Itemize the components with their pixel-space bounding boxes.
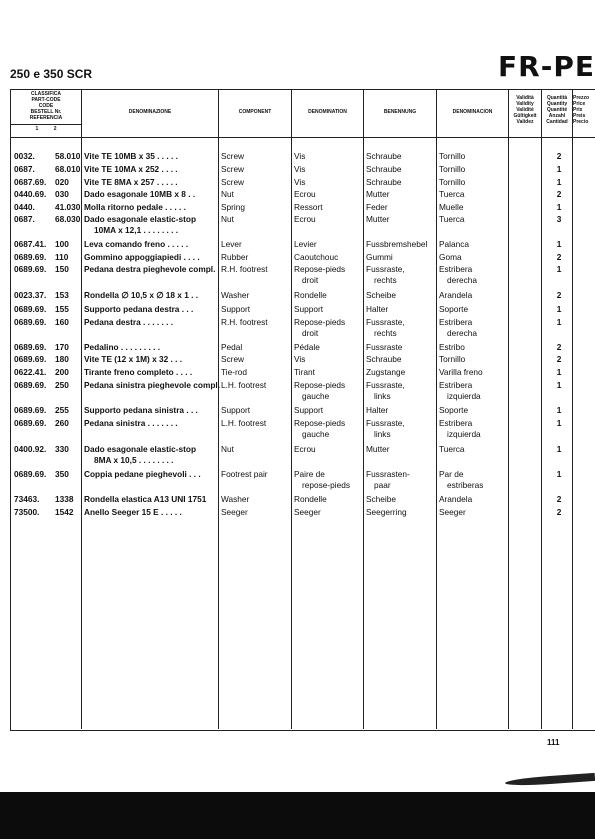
cell-es-line2: derecha (447, 275, 477, 285)
cell-es: Estribo (439, 342, 465, 352)
cell-it: Pedalino . . . . . . . . . (84, 342, 161, 352)
cell-de: Fussrasten- (366, 469, 410, 479)
cell-en: Screw (221, 177, 245, 187)
cell-fr: Repose-pieds (294, 418, 346, 428)
cell-pn: 0687. (14, 164, 35, 174)
cell-de: Mutter (366, 214, 390, 224)
cell-quantity: 2 (556, 290, 562, 300)
cell-en: Nut (221, 189, 234, 199)
cell-quantity: 1 (556, 177, 562, 187)
cell-es-line2: derecha (447, 328, 477, 338)
cell-fr: Rondelle (294, 290, 327, 300)
cell-de: Feder (366, 202, 388, 212)
cell-it: Dado esagonale elastic-stop (84, 214, 197, 224)
cell-pn: 0687.69. (14, 177, 47, 187)
cell-de: Schraube (366, 151, 402, 161)
cell-fr: Pédale (294, 342, 320, 352)
cell-quantity: 1 (556, 164, 562, 174)
cell-pn2: 250 (55, 380, 69, 390)
cell-en: Screw (221, 164, 245, 174)
cell-es: Estribera (439, 264, 473, 274)
cell-en: Pedal (221, 342, 243, 352)
cell-quantity: 2 (556, 494, 562, 504)
cell-pn: 0689.69. (14, 418, 47, 428)
cell-de-line2: links (374, 391, 391, 401)
cell-pn: 0689.69. (14, 252, 47, 262)
cell-it: Anello Seeger 15 E . . . . . (84, 507, 182, 517)
cell-de-line2: rechts (374, 275, 397, 285)
cell-fr: Ecrou (294, 444, 316, 454)
column-divider (363, 89, 364, 729)
cell-pn: 0400.92. (14, 444, 47, 454)
cell-pn2: 155 (55, 304, 69, 314)
cell-en: Screw (221, 151, 245, 161)
cell-en: Nut (221, 214, 234, 224)
header-benennung: BENENNUNG (383, 109, 417, 115)
cell-pn2: 1338 (55, 494, 74, 504)
cell-pn2: 41.030 (55, 202, 81, 212)
cell-de: Halter (366, 304, 389, 314)
cell-it: Leva comando freno . . . . . (84, 239, 189, 249)
cell-it: Rondella ∅ 10,5 x ∅ 18 x 1 . . (84, 290, 199, 300)
cell-de-line2: links (374, 429, 391, 439)
cell-pn: 0023.37. (14, 290, 47, 300)
cell-en: R.H. footrest (221, 317, 268, 327)
header-prezzo: Prezzo Price Prix Preis Precio (573, 95, 590, 125)
column-divider (436, 89, 437, 729)
cell-pn2: 160 (55, 317, 69, 327)
cell-pn: 73500. (14, 507, 40, 517)
cell-fr: Vis (294, 164, 306, 174)
cell-en: Lever (221, 239, 242, 249)
cell-quantity: 1 (556, 239, 562, 249)
cell-es: Muelle (439, 202, 464, 212)
cell-it: Vite TE 10MB x 35 . . . . . (84, 151, 178, 161)
cell-pn2: 330 (55, 444, 69, 454)
cell-fr: Tirant (294, 367, 315, 377)
cell-it-line2: 10MA x 12,1 . . . . . . . . (94, 225, 179, 235)
cell-en: Seeger (221, 507, 248, 517)
cell-it: Gommino appoggiapiedi . . . . (84, 252, 200, 262)
cell-fr: Seeger (294, 507, 321, 517)
cell-it: Molla ritorno pedale . . . . . (84, 202, 186, 212)
cell-it: Dado esagonale elastic-stop (84, 444, 197, 454)
cell-es: Palanca (439, 239, 469, 249)
cell-fr-line2: droit (302, 328, 319, 338)
cell-pn2: 150 (55, 264, 69, 274)
header-component: COMPONENT (238, 109, 272, 115)
cell-es: Estribera (439, 317, 473, 327)
cell-pn2: 153 (55, 290, 69, 300)
cell-it: Coppia pedane pieghevoli . . . (84, 469, 201, 479)
cell-pn: 0689.69. (14, 264, 47, 274)
cell-es: Tuerca (439, 214, 465, 224)
cell-pn: 0440. (14, 202, 35, 212)
cell-de: Gummi (366, 252, 393, 262)
cell-quantity: 2 (556, 151, 562, 161)
cell-en: Washer (221, 494, 250, 504)
cell-en: L.H. footrest (221, 418, 267, 428)
cell-fr: Vis (294, 151, 306, 161)
scan-smear (505, 773, 595, 787)
header-validita: Validità Validity Validité Gültigkeit Validez (513, 95, 537, 125)
column-divider (572, 89, 573, 729)
cell-en: Spring (221, 202, 245, 212)
cell-it: Pedana sinistra pieghevole compl. (84, 380, 221, 390)
cell-es: Arandela (439, 494, 473, 504)
cell-quantity: 1 (556, 317, 562, 327)
header-denominacion: DENOMINACION (452, 109, 493, 115)
cell-de-line2: paar (374, 480, 391, 490)
cell-de: Halter (366, 405, 389, 415)
cell-en: Support (221, 304, 251, 314)
cell-pn: 0032. (14, 151, 35, 161)
cell-pn2: 200 (55, 367, 69, 377)
cell-quantity: 1 (556, 405, 562, 415)
cell-pn2: 350 (55, 469, 69, 479)
cell-pn2: 020 (55, 177, 69, 187)
cell-es: Estribera (439, 418, 473, 428)
column-divider (218, 89, 219, 729)
cell-pn2: 110 (55, 252, 69, 262)
cell-pn: 0687.41. (14, 239, 47, 249)
cell-quantity: 2 (556, 189, 562, 199)
cell-quantity: 2 (556, 342, 562, 352)
cell-it: Vite TE 8MA x 257 . . . . . (84, 177, 178, 187)
cell-en: Washer (221, 290, 250, 300)
cell-en: L.H. footrest (221, 380, 267, 390)
cell-pn: 0689.69. (14, 469, 47, 479)
column-divider (508, 89, 509, 729)
cell-de: Schraube (366, 164, 402, 174)
cell-es: Tornillo (439, 151, 466, 161)
cell-es: Arandela (439, 290, 473, 300)
cell-en: Tie-rod (221, 367, 247, 377)
cell-pn: 0689.69. (14, 317, 47, 327)
cell-fr: Paire de (294, 469, 325, 479)
cell-de: Scheibe (366, 290, 396, 300)
cell-pn: 0622.41. (14, 367, 47, 377)
cell-es: Tornillo (439, 164, 466, 174)
cell-fr: Vis (294, 354, 306, 364)
cell-en: Nut (221, 444, 234, 454)
cell-pn: 0440.69. (14, 189, 47, 199)
cell-pn2: 030 (55, 189, 69, 199)
cell-pn: 0689.69. (14, 342, 47, 352)
cell-fr: Rondelle (294, 494, 327, 504)
cell-quantity: 1 (556, 264, 562, 274)
cell-es: Estribera (439, 380, 473, 390)
cell-fr-line2: gauche (302, 429, 330, 439)
cell-es-line2: estriberas (447, 480, 484, 490)
cell-it: Supporto pedana sinistra . . . (84, 405, 198, 415)
cell-de: Fussraste, (366, 317, 405, 327)
cell-de: Fussraste (366, 342, 403, 352)
cell-en: Footrest pair (221, 469, 268, 479)
section-code: FR-PE (498, 50, 595, 83)
cell-en: Rubber (221, 252, 249, 262)
cell-it: Pedana sinistra . . . . . . . (84, 418, 178, 428)
cell-fr-line2: gauche (302, 391, 330, 401)
cell-de: Mutter (366, 444, 390, 454)
cell-es-line2: izquierda (447, 429, 481, 439)
column-divider (291, 89, 292, 729)
cell-pn: 0689.69. (14, 354, 47, 364)
cell-fr-line2: droit (302, 275, 319, 285)
cell-quantity: 2 (556, 507, 562, 517)
cell-fr-line2: repose-pieds (302, 480, 350, 490)
cell-quantity: 1 (556, 367, 562, 377)
cell-fr: Levier (294, 239, 317, 249)
cell-fr: Ecrou (294, 189, 316, 199)
model-title: 250 e 350 SCR (10, 67, 93, 81)
cell-fr: Ressort (294, 202, 323, 212)
scan-dark-edge (0, 792, 595, 839)
cell-quantity: 1 (556, 444, 562, 454)
cell-it: Tirante freno completo . . . . (84, 367, 193, 377)
cell-de: Schraube (366, 354, 402, 364)
cell-it: Pedana destra pieghevole compl. (84, 264, 216, 274)
cell-es: Tuerca (439, 189, 465, 199)
cell-de: Zugstange (366, 367, 406, 377)
cell-pn: 0689.69. (14, 405, 47, 415)
cell-quantity: 1 (556, 418, 562, 428)
cell-de: Seegerring (366, 507, 407, 517)
cell-quantity: 2 (556, 354, 562, 364)
cell-quantity: 1 (556, 304, 562, 314)
cell-fr: Support (294, 304, 324, 314)
cell-es: Goma (439, 252, 462, 262)
cell-pn2: 170 (55, 342, 69, 352)
cell-fr: Support (294, 405, 324, 415)
cell-es: Soporte (439, 405, 469, 415)
cell-quantity: 2 (556, 252, 562, 262)
cell-pn: 0687. (14, 214, 35, 224)
cell-fr: Ecrou (294, 214, 316, 224)
cell-quantity: 1 (556, 380, 562, 390)
cell-de: Schraube (366, 177, 402, 187)
cell-de: Fussraste, (366, 380, 405, 390)
cell-es-line2: izquierda (447, 391, 481, 401)
cell-pn2: 255 (55, 405, 69, 415)
cell-pn2: 68.030 (55, 214, 81, 224)
cell-es: Soporte (439, 304, 469, 314)
cell-pn2: 1542 (55, 507, 74, 517)
cell-it: Dado esagonale 10MB x 8 . . (84, 189, 196, 199)
cell-es: Tornillo (439, 354, 466, 364)
cell-pn2: 100 (55, 239, 69, 249)
cell-pn2: 260 (55, 418, 69, 428)
cell-it: Vite TE (12 x 1M) x 32 . . . (84, 354, 183, 364)
cell-fr: Caoutchouc (294, 252, 339, 262)
cell-es: Varilla freno (439, 367, 483, 377)
cell-fr: Vis (294, 177, 306, 187)
cell-pn: 0689.69. (14, 380, 47, 390)
cell-quantity: 1 (556, 202, 562, 212)
cell-de-line2: rechts (374, 328, 397, 338)
cell-it: Rondella elastica A13 UNI 1751 (84, 494, 207, 504)
cell-en: R.H. footrest (221, 264, 268, 274)
page-number: 111 (547, 738, 560, 747)
cell-es: Seeger (439, 507, 466, 517)
cell-fr: Repose-pieds (294, 264, 346, 274)
cell-fr: Repose-pieds (294, 317, 346, 327)
cell-it: Supporto pedana destra . . . (84, 304, 194, 314)
cell-es: Tornillo (439, 177, 466, 187)
cell-de: Fussraste, (366, 418, 405, 428)
cell-de: Fussbremshebel (366, 239, 428, 249)
cell-es: Par de (439, 469, 464, 479)
header-denomination: DENOMINATION (308, 109, 347, 115)
header-part-code: CLASSIFICA PART-CODE CODE BESTELL Nr. REFERENCIA 1 2 (11, 91, 81, 132)
cell-en: Screw (221, 354, 245, 364)
cell-es: Tuerca (439, 444, 465, 454)
cell-pn2: 180 (55, 354, 69, 364)
cell-en: Support (221, 405, 251, 415)
cell-pn2: 58.010 (55, 151, 81, 161)
header-denominazione: DENOMINAZIONE (128, 109, 172, 115)
cell-de: Fussraste, (366, 264, 405, 274)
cell-de: Mutter (366, 189, 390, 199)
cell-it: Pedana destra . . . . . . . (84, 317, 173, 327)
cell-de: Scheibe (366, 494, 396, 504)
cell-pn: 0689.69. (14, 304, 47, 314)
cell-fr: Repose-pieds (294, 380, 346, 390)
column-divider (541, 89, 542, 729)
cell-quantity: 3 (556, 214, 562, 224)
cell-quantity: 1 (556, 469, 562, 479)
cell-it-line2: 8MA x 10,5 . . . . . . . . (94, 455, 174, 465)
cell-pn2: 68.010 (55, 164, 81, 174)
header-quantita: Quantità Quantity Quantité Anzahl Cantidad (546, 95, 568, 125)
column-divider (81, 89, 82, 729)
cell-pn: 73463. (14, 494, 40, 504)
cell-it: Vite TE 10MA x 252 . . . . (84, 164, 178, 174)
